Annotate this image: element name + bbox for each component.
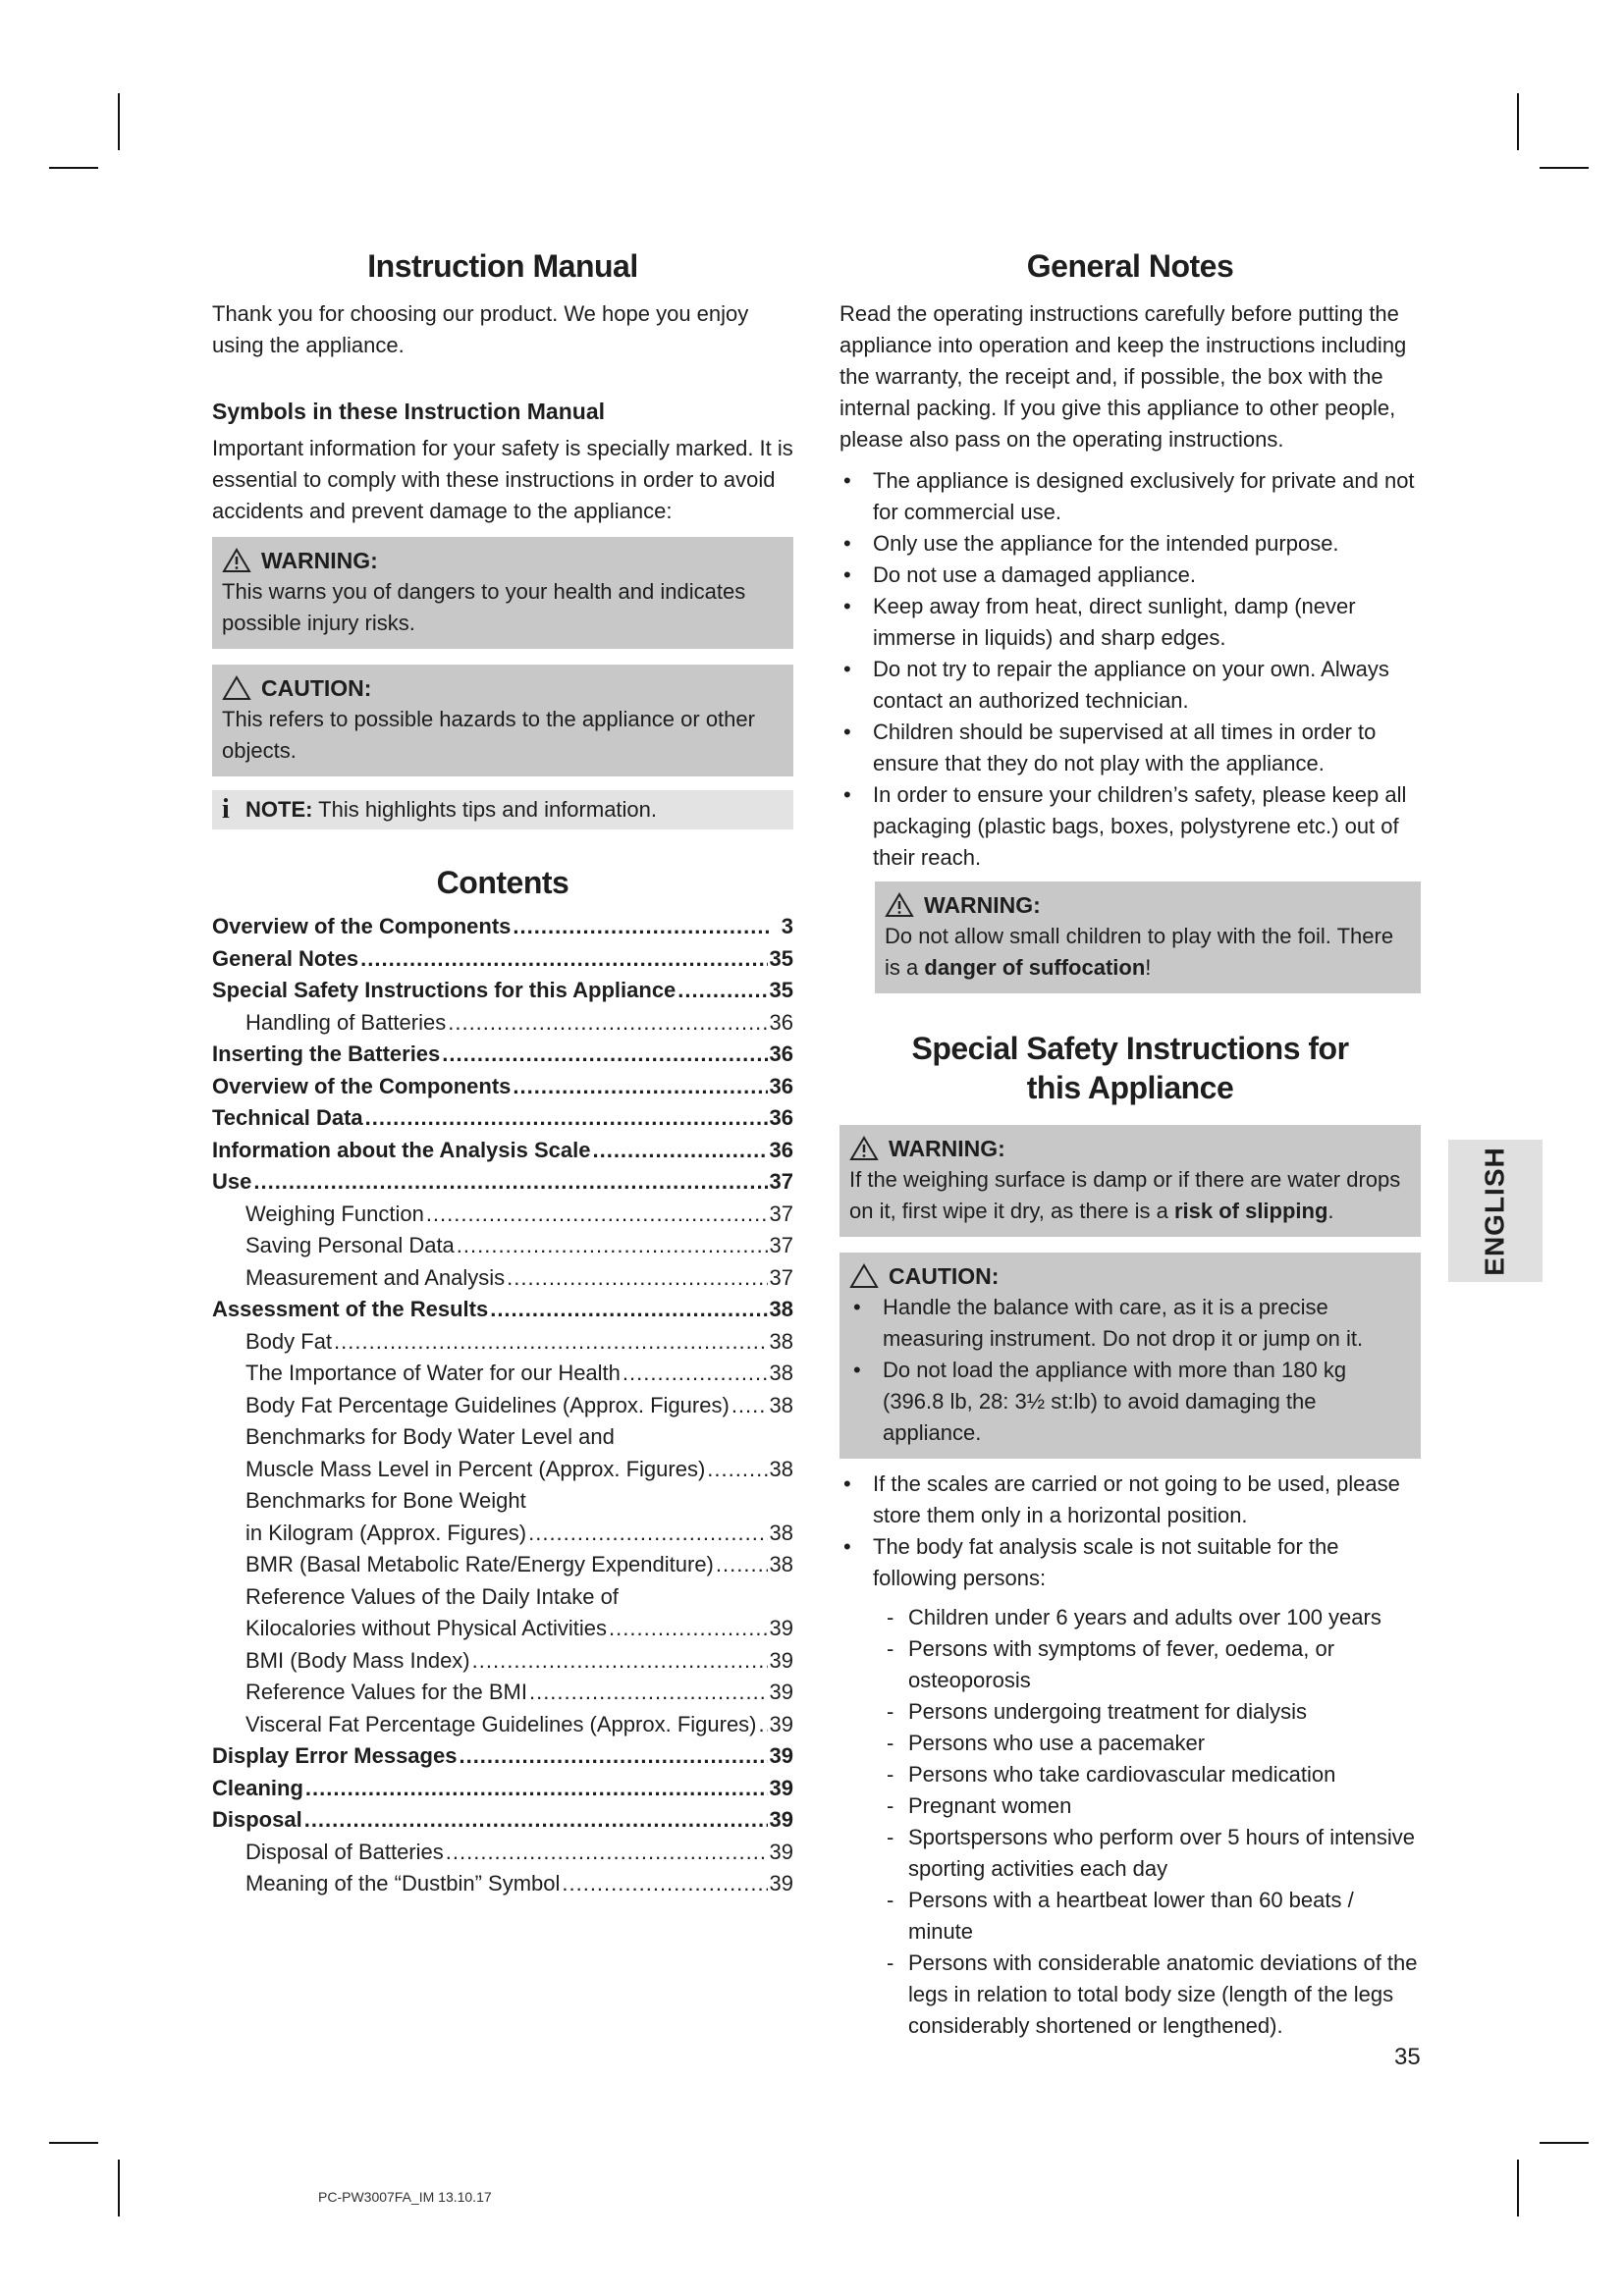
list-item: • In order to ensure your children’s safety, please keep all packaging (plastic bags, boxes, polystyrene etc.) out of their reach. bbox=[839, 779, 1421, 874]
toc-entry-page: 39 bbox=[769, 1839, 793, 1864]
toc-entry-title: Muscle Mass Level in Percent (Approx. Figures) bbox=[245, 1456, 706, 1481]
toc-entry-title: Kilocalories without Physical Activities bbox=[245, 1616, 608, 1640]
toc-entry bbox=[212, 1485, 793, 1518]
toc-entry-title: Assessment of the Results bbox=[212, 1297, 489, 1321]
toc-leader-dots bbox=[716, 1549, 768, 1581]
toc-entry-page: 39 bbox=[769, 1775, 793, 1800]
toc-leader-dots bbox=[360, 943, 767, 976]
caution-item: • Do not load the appliance with more than 180 kg (396.8 lb, 28: 3½ st:lb) to avoid damaging the appliance. bbox=[849, 1355, 1411, 1449]
toc-entry-title: The Importance of Water for our Health bbox=[245, 1361, 621, 1385]
foil-warning-end: ! bbox=[1145, 955, 1152, 980]
warning-label: WARNING: bbox=[889, 1136, 1005, 1161]
caution-label: CAUTION: bbox=[889, 1263, 1000, 1289]
toc-entry-title: Meaning of the “Dustbin” Symbol bbox=[245, 1871, 561, 1896]
toc-entry-title: Disposal bbox=[212, 1807, 302, 1832]
toc-entry-title: Display Error Messages bbox=[212, 1743, 458, 1768]
toc-entry-page: 37 bbox=[769, 1264, 793, 1290]
note-label: NOTE: bbox=[245, 797, 313, 822]
caution-item: • Handle the balance with care, as it is a precise measuring instrument. Do not drop it or jump on it. bbox=[849, 1292, 1411, 1355]
toc-entry-title: Special Safety Instructions for this Appliance bbox=[212, 978, 677, 1002]
toc-entry bbox=[212, 1294, 793, 1326]
toc-entry-title: Inserting the Batteries bbox=[212, 1041, 441, 1066]
toc-entry-title: BMI (Body Mass Index) bbox=[245, 1647, 470, 1673]
caution-triangle-icon bbox=[222, 675, 251, 701]
toc-leader-dots bbox=[448, 1007, 767, 1040]
toc-entry-title: Technical Data bbox=[212, 1105, 363, 1130]
caution-box bbox=[212, 665, 793, 776]
intro-text: Thank you for choosing our product. We hope you enjoy using the appliance. bbox=[212, 301, 749, 357]
toc-entry bbox=[212, 1581, 793, 1614]
foil-warning-bold: danger of suffocation bbox=[924, 955, 1146, 980]
toc-leader-dots bbox=[592, 1135, 767, 1167]
toc-entry-page: 38 bbox=[769, 1328, 793, 1354]
contents-title: Contents bbox=[436, 865, 569, 900]
toc-leader-dots bbox=[365, 1102, 768, 1135]
toc-entry-title: Weighing Function bbox=[245, 1201, 424, 1226]
toc-entry bbox=[212, 1007, 793, 1040]
toc-entry bbox=[212, 1102, 793, 1135]
toc-entry-page: 38 bbox=[769, 1392, 793, 1417]
slip-warning-end: . bbox=[1327, 1199, 1334, 1223]
crop-mark bbox=[49, 2142, 98, 2144]
footer-code: PC-PW3007FA_IM 13.10.17 bbox=[318, 2189, 492, 2205]
toc-entry bbox=[212, 943, 793, 976]
safety-title: Special Safety Instructions for this Appliance bbox=[911, 1031, 1349, 1105]
toc-leader-dots bbox=[457, 1230, 768, 1262]
list-item: • Keep away from heat, direct sunlight, damp (never immerse in liquids) and sharp edges. bbox=[839, 591, 1421, 654]
toc-entry bbox=[212, 1358, 793, 1390]
toc-entry bbox=[212, 1868, 793, 1900]
list-item: • The body fat analysis scale is not suitable for the following persons: bbox=[839, 1531, 1421, 1594]
crop-mark bbox=[1517, 2160, 1519, 2216]
toc-entry bbox=[212, 1549, 793, 1581]
note-text: This highlights tips and information. bbox=[318, 797, 658, 822]
toc-entry-page: 36 bbox=[769, 1137, 793, 1162]
list-item: • The appliance is designed exclusively for private and not for commercial use. bbox=[839, 465, 1421, 528]
instruction-manual-title: Instruction Manual bbox=[367, 248, 638, 284]
list-item: • If the scales are carried or not going to be used, please store them only in a horizontal position. bbox=[839, 1468, 1421, 1531]
toc-leader-dots bbox=[472, 1645, 768, 1678]
toc-leader-dots bbox=[677, 975, 767, 1007]
toc-entry bbox=[212, 1166, 793, 1199]
toc-entry-page: 36 bbox=[769, 1041, 793, 1066]
right-column bbox=[839, 248, 1421, 2042]
page-number: 35 bbox=[1394, 2044, 1421, 2070]
general-notes-intro: Read the operating instructions carefully before putting the appliance into operation and keep the instructions including the warranty, the receipt and, if possible, the box with the internal packing. If you give this appliance to other people, please also pass on the operating instructions. bbox=[839, 301, 1407, 452]
toc-leader-dots bbox=[507, 1262, 767, 1295]
toc-leader-dots bbox=[304, 1804, 768, 1837]
toc-entry bbox=[212, 1613, 793, 1645]
toc-entry-page: 38 bbox=[769, 1456, 793, 1481]
toc-entry-page: 38 bbox=[769, 1361, 793, 1385]
toc-leader-dots bbox=[609, 1613, 767, 1645]
toc-entry bbox=[212, 1454, 793, 1486]
symbols-heading: Symbols in these Instruction Manual bbox=[212, 399, 606, 424]
caution-text: This refers to possible hazards to the appliance or other objects. bbox=[222, 707, 755, 763]
toc-leader-dots bbox=[334, 1326, 767, 1359]
toc-entry bbox=[212, 1326, 793, 1359]
scale-notes-list bbox=[839, 1468, 1421, 1594]
toc-entry-page: 39 bbox=[769, 1871, 793, 1896]
toc-leader-dots bbox=[305, 1773, 768, 1805]
toc-entry-title: Benchmarks for Body Water Level and bbox=[245, 1424, 615, 1449]
toc-entry bbox=[212, 1071, 793, 1103]
toc-entry-title: Cleaning bbox=[212, 1775, 303, 1800]
toc-entry bbox=[212, 1421, 793, 1454]
toc-leader-dots bbox=[513, 911, 770, 943]
toc-entry-title: Visceral Fat Percentage Guidelines (Approx. Figures) bbox=[245, 1711, 757, 1736]
toc-entry bbox=[212, 1230, 793, 1262]
toc-leader-dots bbox=[528, 1518, 767, 1550]
toc-entry-title: Saving Personal Data bbox=[245, 1233, 455, 1257]
toc-entry bbox=[212, 1645, 793, 1678]
left-column bbox=[212, 248, 793, 1900]
person-item: - Sportspersons who perform over 5 hours of intensive sporting activities each day bbox=[875, 1822, 1421, 1885]
foil-warning-text: Do not allow small children to play with the foil. There is a bbox=[885, 924, 1394, 980]
crop-mark bbox=[1517, 93, 1519, 150]
toc-entry bbox=[212, 1804, 793, 1837]
warning-triangle-icon bbox=[849, 1136, 879, 1161]
note-box bbox=[212, 790, 793, 829]
caution-label: CAUTION: bbox=[261, 675, 372, 701]
caution-list bbox=[849, 1292, 1411, 1449]
toc-entry-title: Measurement and Analysis bbox=[245, 1264, 506, 1290]
toc-entry bbox=[212, 1135, 793, 1167]
toc-entry bbox=[212, 1199, 793, 1231]
caution-box bbox=[839, 1253, 1421, 1459]
toc-entry bbox=[212, 1262, 793, 1295]
foil-warning-box bbox=[875, 881, 1421, 993]
toc-leader-dots bbox=[707, 1454, 767, 1486]
toc-entry-page: 38 bbox=[769, 1297, 793, 1321]
toc-entry-page: 37 bbox=[769, 1201, 793, 1226]
toc-entry bbox=[212, 1773, 793, 1805]
toc-entry-page: 39 bbox=[769, 1743, 793, 1768]
toc-entry-title: Overview of the Components bbox=[212, 1073, 512, 1098]
toc-entry bbox=[212, 1677, 793, 1709]
toc-entry bbox=[212, 1518, 793, 1550]
person-item: - Persons with symptoms of fever, oedema, or osteoporosis bbox=[875, 1633, 1421, 1696]
list-item: • Do not use a damaged appliance. bbox=[839, 560, 1421, 591]
warning-text: This warns you of dangers to your health and indicates possible injury risks. bbox=[222, 579, 746, 635]
language-tab-label: ENGLISH bbox=[1480, 1146, 1510, 1276]
toc-entry bbox=[212, 911, 793, 943]
toc-entry-title: Overview of the Components bbox=[212, 914, 512, 938]
list-item: • Only use the appliance for the intended purpose. bbox=[839, 528, 1421, 560]
slip-warning-bold: risk of slipping bbox=[1173, 1199, 1328, 1223]
person-item: - Persons undergoing treatment for dialysis bbox=[875, 1696, 1421, 1728]
toc-leader-dots bbox=[529, 1677, 768, 1709]
toc-entry-title: General Notes bbox=[212, 945, 359, 971]
toc-entry-page: 39 bbox=[769, 1711, 793, 1736]
person-item: - Persons with a heartbeat lower than 60 beats / minute bbox=[875, 1885, 1421, 1948]
crop-mark bbox=[118, 93, 120, 150]
toc-entry-page: 39 bbox=[769, 1680, 793, 1704]
toc-entry bbox=[212, 1390, 793, 1422]
toc-entry-title: Disposal of Batteries bbox=[245, 1839, 444, 1864]
toc-entry-page: 36 bbox=[769, 1073, 793, 1098]
toc-entry-page: 36 bbox=[769, 1105, 793, 1130]
toc-entry bbox=[212, 975, 793, 1007]
list-item: • Do not try to repair the appliance on your own. Always contact an authorized technician. bbox=[839, 654, 1421, 717]
toc-entry-page: 36 bbox=[769, 1009, 793, 1035]
person-item: - Pregnant women bbox=[875, 1790, 1421, 1822]
person-item: - Persons with considerable anatomic deviations of the legs in relation to total body size (length of the legs considerably shortened or lengthened). bbox=[875, 1948, 1421, 2042]
crop-mark bbox=[49, 167, 98, 169]
toc-entry-page: 35 bbox=[769, 945, 793, 971]
unsuitable-persons-list bbox=[839, 1602, 1421, 2042]
toc-entry-title: Reference Values of the Daily Intake of bbox=[245, 1583, 619, 1609]
toc-entry-page: 39 bbox=[769, 1616, 793, 1640]
crop-mark bbox=[1540, 2142, 1589, 2144]
toc-entry bbox=[212, 1837, 793, 1869]
toc-entry-title: Information about the Analysis Scale bbox=[212, 1137, 591, 1162]
toc-leader-dots bbox=[731, 1390, 768, 1422]
toc-entry-title: Benchmarks for Bone Weight bbox=[245, 1488, 526, 1513]
person-item: - Persons who take cardiovascular medication bbox=[875, 1759, 1421, 1790]
toc-entry-page: 3 bbox=[781, 914, 793, 938]
toc-entry-title: Handling of Batteries bbox=[245, 1009, 447, 1035]
toc-entry-page: 39 bbox=[769, 1647, 793, 1673]
warning-label: WARNING: bbox=[924, 892, 1041, 918]
toc-entry bbox=[212, 1709, 793, 1741]
slip-warning-box bbox=[839, 1125, 1421, 1237]
toc-entry-title: BMR (Basal Metabolic Rate/Energy Expenditure) bbox=[245, 1552, 714, 1576]
toc-entry-page: 37 bbox=[769, 1169, 793, 1194]
table-of-contents bbox=[212, 911, 793, 1900]
warning-box bbox=[212, 537, 793, 649]
language-tab bbox=[1448, 1140, 1543, 1282]
toc-leader-dots bbox=[442, 1039, 767, 1071]
toc-entry bbox=[212, 1039, 793, 1071]
toc-entry-title: Use bbox=[212, 1169, 252, 1194]
toc-entry-page: 38 bbox=[769, 1520, 793, 1545]
person-item: - Persons who use a pacemaker bbox=[875, 1728, 1421, 1759]
crop-mark bbox=[118, 2160, 120, 2216]
person-item: - Children under 6 years and adults over 100 years bbox=[875, 1602, 1421, 1633]
toc-entry-page: 39 bbox=[769, 1807, 793, 1832]
toc-leader-dots bbox=[426, 1199, 768, 1231]
toc-leader-dots bbox=[459, 1740, 767, 1773]
toc-entry-title: Body Fat Percentage Guidelines (Approx. Figures) bbox=[245, 1392, 730, 1417]
warning-triangle-icon bbox=[885, 892, 914, 918]
symbols-text: Important information for your safety is specially marked. It is essential to comply with these instructions in order to avoid accidents and prevent damage to the appliance: bbox=[212, 436, 793, 523]
toc-entry bbox=[212, 1740, 793, 1773]
warning-triangle-icon bbox=[222, 548, 251, 573]
toc-leader-dots bbox=[446, 1837, 768, 1869]
toc-leader-dots bbox=[759, 1709, 768, 1741]
toc-entry-title: Reference Values for the BMI bbox=[245, 1680, 527, 1704]
warning-label: WARNING: bbox=[261, 548, 378, 573]
toc-leader-dots bbox=[490, 1294, 767, 1326]
general-notes-list bbox=[839, 465, 1421, 874]
toc-entry-page: 37 bbox=[769, 1233, 793, 1257]
toc-leader-dots bbox=[623, 1358, 768, 1390]
toc-leader-dots bbox=[562, 1868, 767, 1900]
list-item: • Children should be supervised at all times in order to ensure that they do not play with the appliance. bbox=[839, 717, 1421, 779]
toc-entry-title: Body Fat bbox=[245, 1328, 333, 1354]
toc-leader-dots bbox=[253, 1166, 767, 1199]
caution-triangle-icon bbox=[849, 1263, 879, 1289]
crop-mark bbox=[1540, 167, 1589, 169]
slip-warning-text: If the weighing surface is damp or if there are water drops on it, first wipe it dry, as there is a bbox=[849, 1167, 1401, 1223]
toc-leader-dots bbox=[513, 1071, 767, 1103]
info-icon: i bbox=[222, 794, 230, 825]
toc-entry-page: 35 bbox=[769, 978, 793, 1002]
toc-entry-title: in Kilogram (Approx. Figures) bbox=[245, 1520, 527, 1545]
toc-entry-page: 38 bbox=[769, 1552, 793, 1576]
general-notes-title: General Notes bbox=[1026, 248, 1234, 284]
